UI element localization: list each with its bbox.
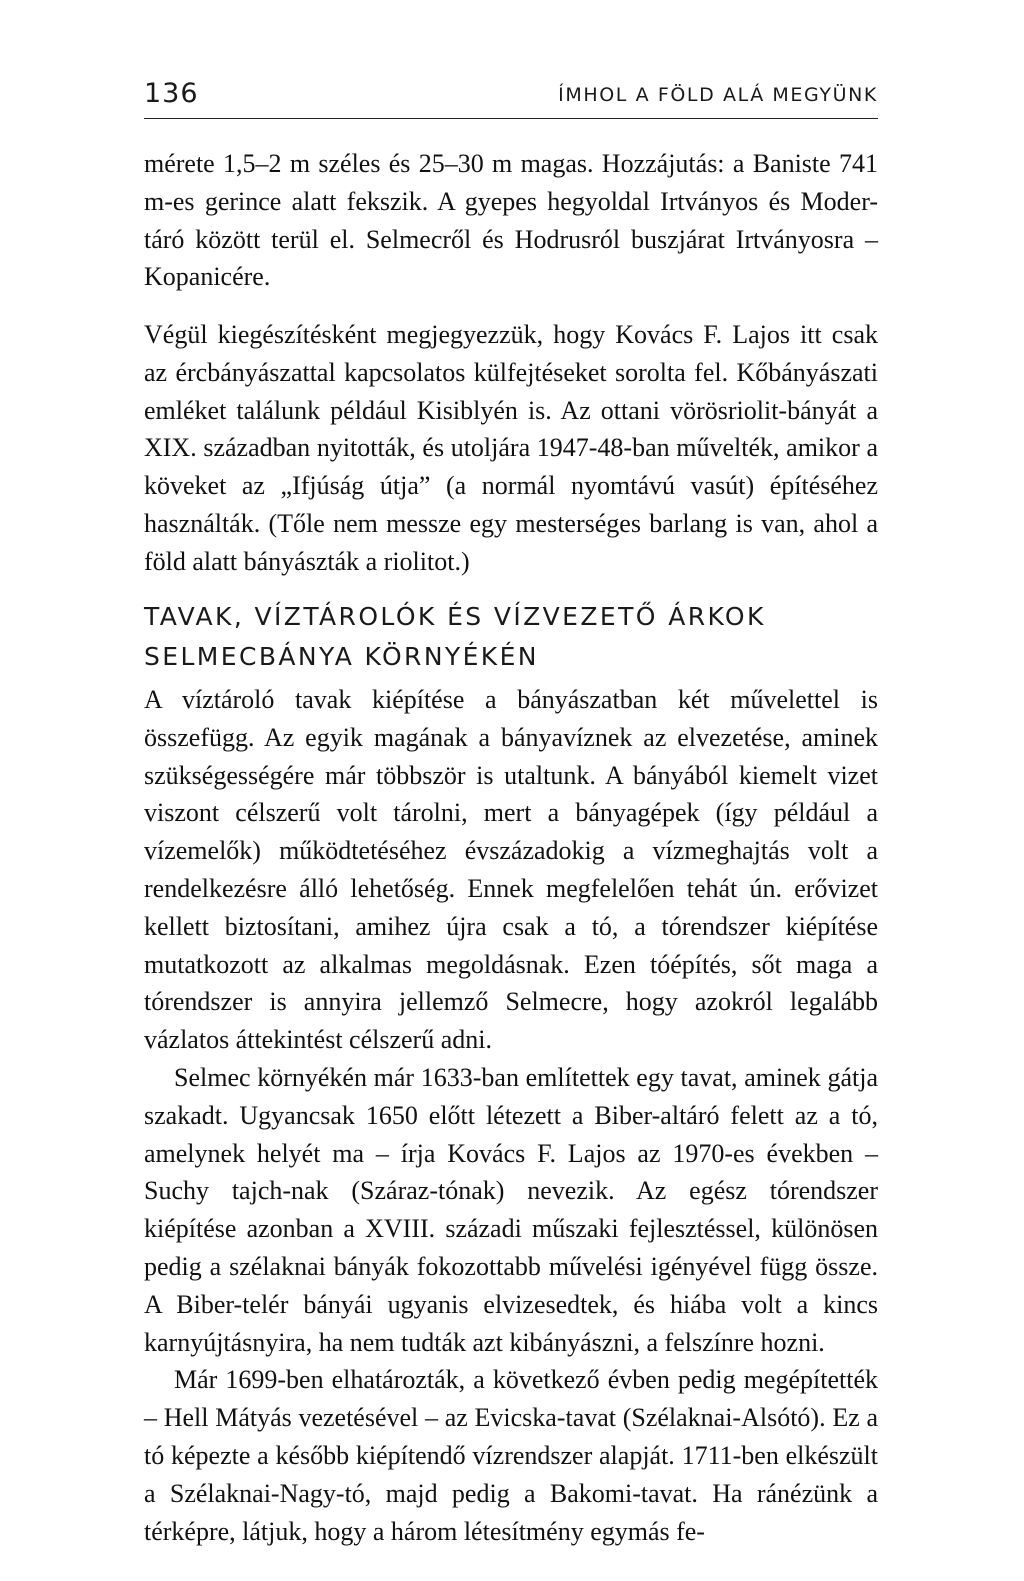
paragraph-text: Végül kiegészítésként megjegyezzük, hogy Kovács F. Lajos itt csak az ércbányászattal kapcsolatos külfejtéseket sorolta fel. Kőbányászati emléket találunk például Kisiblyén is. Az ottani vörösriolit-bányát a XIX. században nyitották, és utoljára 1947-48-ban művelték, amikor a köveket az „Ifjúság útja” (a normál nyomtávú vasút) építéséhez használták. (Tőle nem messze egy mesterséges barlang is van, ahol a föld alatt bányászták a riolitot.) (144, 320, 878, 576)
section-paragraph-1: A víztároló tavak kiépítése a bányászatban két művelettel is összefügg. Az egyik magának a bányavíznek az elvezetése, aminek szükségességére már többször is utaltunk. A bányából kiemelt vizet viszont célszerű volt tárolni, mert a bányagépek (így például a vízemelők) működtetéséhez évszázadokig a vízmeghajtás volt a rendelkezésre álló lehetőség. Ennek megfelelően tehát ún. erővizet kellett biztosítani, amihez újra csak a tó, a tórendszer kiépítése mutatkozott az alkalmas megoldásnak. Ezen tóépítés, sőt maga a tórendszer is annyira jellemző Selmecre, hogy azokról legalább vázlatos áttekintést célszerű adni. (144, 685, 878, 1055)
book-page (144, 0, 878, 1581)
section-heading-line-1: TAVAK, VÍZTÁROLÓK ÉS VÍZVEZETŐ ÁRKOK (144, 602, 766, 631)
paragraph-text: mérete 1,5–2 m széles és 25–30 m magas. Hozzájutás: a Baniste 741 m-es gerince alatt fekszik. A gyepes hegyoldal Irtványos és Moder-táró között terül el. Selmecről és Hodrusról buszjárat Irtványosra – Kopanicére. (144, 149, 878, 292)
section-paragraph-2: Selmec környékén már 1633-ban említettek egy tavat, aminek gátja szakadt. Ugyancsak 1650 előtt létezett a Biber-altáró felett az a tó, amelynek helyét ma – írja Kovács F. Lajos az 1970-es években – Suchy tajch-nak (Száraz-tónak) nevezik. Az egész tórendszer kiépítése azonban a XVIII. századi műszaki fejlesztéssel, különösen pedig a szélaknai bányák fokozottabb művelési igényével függ össze. A Biber-telér bányái ugyanis elvizesedtek, és hiába volt a kincs karnyújtásnyira, ha nem tudták azt kibányászni, a felszínre hozni. (144, 1062, 878, 1357)
section-heading (144, 597, 878, 677)
page-number: 136 (144, 78, 199, 109)
running-header (144, 78, 878, 119)
section-paragraph-3: Már 1699-ben elhatározták, a következő évben pedig megépítették – Hell Mátyás vezetésével – az Evicska-tavat (Szélaknai-Alsótó). Ez a tó képezte a később kiépítendő vízrendszer alapját. 1711-ben elkészült a Szélaknai-Nagy-tó, majd pedig a Bakomi-tavat. Ha ránézünk a térképre, látjuk, hogy a három létesítmény egymás fe- (144, 1365, 878, 1546)
section-heading-line-2: SELMECBÁNYA KÖRNYÉKÉN (144, 642, 539, 671)
intro-paragraph-1 (144, 145, 878, 296)
intro-paragraph-2 (144, 316, 878, 581)
section-body (144, 681, 878, 1550)
running-title: ÍMHOL A FÖLD ALÁ MEGYÜNK (558, 84, 878, 106)
